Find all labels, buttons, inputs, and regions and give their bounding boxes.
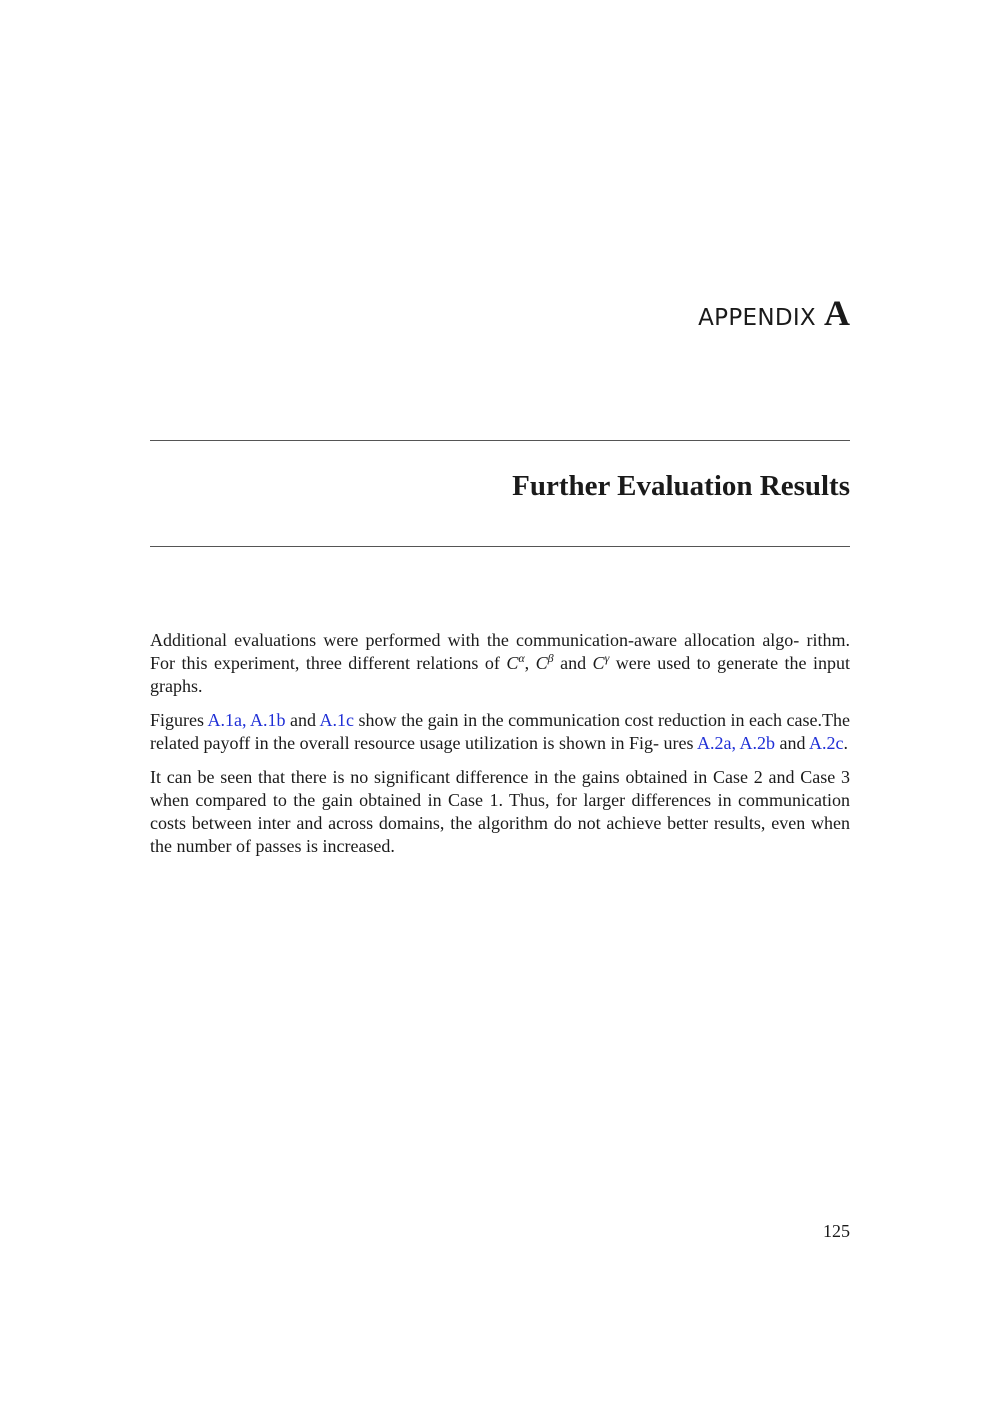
paragraph-1-sep-2: and [553, 653, 593, 673]
chapter-title: Further Evaluation Results [512, 470, 850, 502]
figure-ref-a1c[interactable]: A.1c [319, 710, 355, 730]
paragraph-2-end: . [843, 733, 849, 753]
paragraph-2-and-1: and [285, 710, 320, 730]
paragraph-2-lead: Figures [150, 710, 208, 730]
paragraph-3: It can be seen that there is no significant difference in the gains obtained in Case 2 and Case 3 when compared to the gain obtained in Case 1. Thus, for larger differences in communication costs between inter and across domains, the algorithm do not achieve better results, even when the number of passes is increased. [150, 767, 850, 856]
appendix-label: APPENDIX [698, 305, 816, 331]
c-alpha-base: C [506, 653, 519, 673]
appendix-letter: A [824, 293, 850, 333]
paragraph-1 [150, 629, 850, 698]
appendix-heading [698, 292, 850, 336]
paragraph-1-text-a: Additional evaluations were performed with the communication-aware allocation algo- rithm. For this experiment, three different relations of [150, 630, 850, 673]
c-beta-base: C [535, 653, 548, 673]
c-gamma-superscript: γ [604, 651, 610, 665]
figure-ref-a1a[interactable]: A.1a, [207, 710, 247, 730]
paragraph-2-and-2: and [775, 733, 810, 753]
c-gamma-base: C [592, 653, 605, 673]
c-alpha-superscript: α [518, 651, 525, 665]
figure-ref-a1b[interactable]: A.1b [250, 710, 286, 730]
figure-ref-a2b[interactable]: A.2b [739, 733, 776, 753]
figure-ref-a2c[interactable]: A.2c [809, 733, 844, 753]
paragraph-2 [150, 709, 850, 755]
body-text [150, 629, 850, 869]
page-number: 125 [823, 1221, 850, 1241]
title-rule-top [150, 440, 850, 441]
c-gamma-symbol [593, 653, 610, 673]
paragraph-2-middle: show the gain in the communication cost reduction in each case.The related payoff in the overall resource usage utilization is shown in Fig- ures [150, 710, 850, 753]
figure-ref-a2a[interactable]: A.2a, [697, 733, 737, 753]
c-alpha-symbol [506, 653, 524, 673]
c-beta-symbol [536, 653, 554, 673]
paragraph-1-sep-1: , [524, 653, 536, 673]
c-beta-superscript: β [547, 651, 554, 665]
title-rule-bottom [150, 546, 850, 547]
paragraph-1-text-b: were used to generate the input graphs. [150, 653, 850, 696]
